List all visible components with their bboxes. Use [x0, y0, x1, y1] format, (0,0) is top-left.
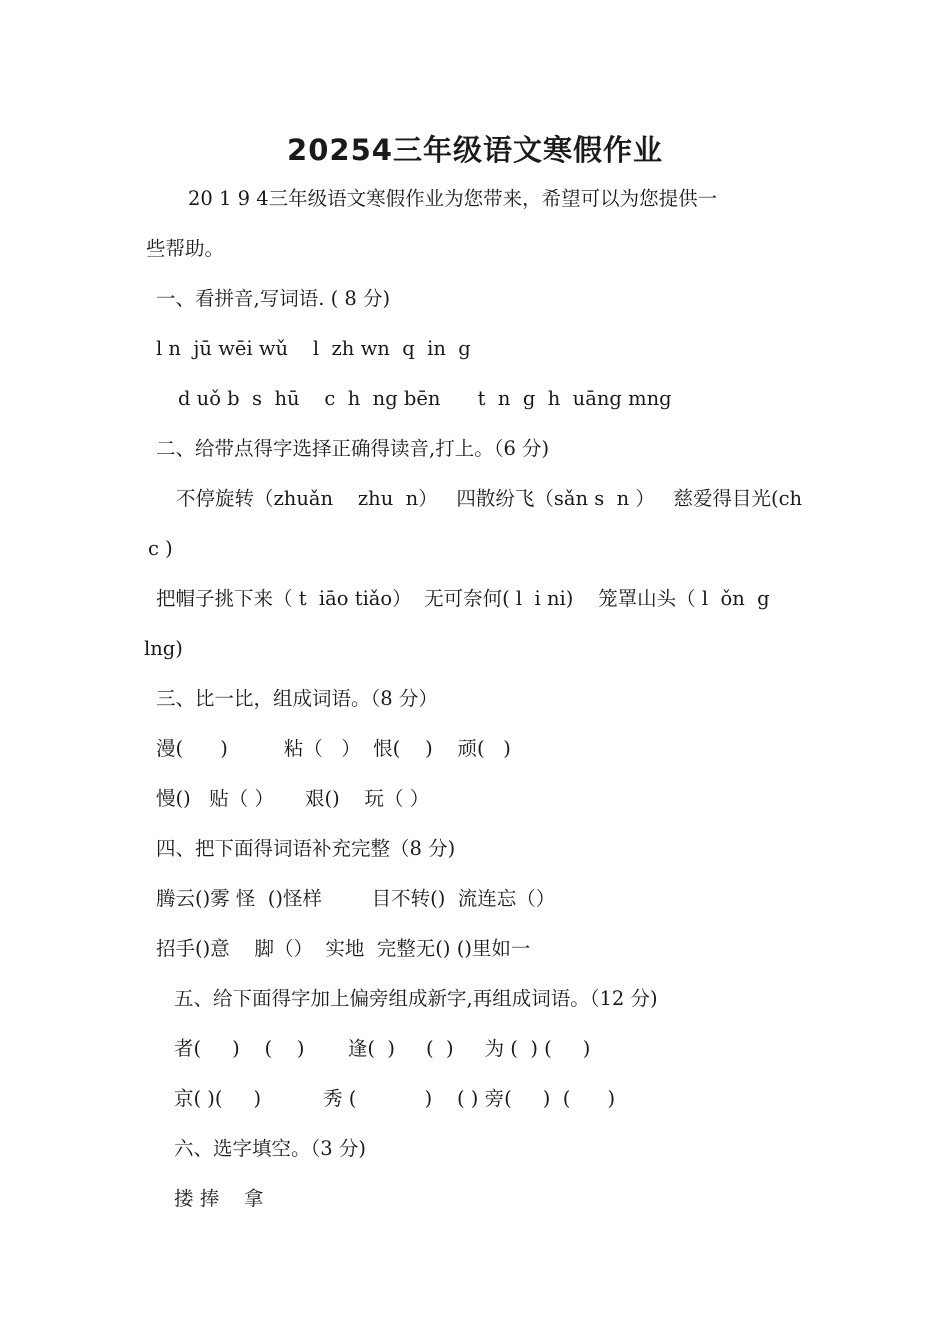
section-2-row-1-cont: c ) [148, 537, 173, 560]
section-1-pinyin-row-1: l n jū wēi wǔ l zh wn q in g [156, 337, 471, 360]
intro-line-2: 些帮助。 [146, 237, 225, 260]
section-5-row-2: 京( )( ) 秀 ( ) ( ) 旁( ) ( ) [174, 1087, 616, 1110]
document-title: 20254三年级语文寒假作业 [287, 133, 663, 167]
section-3-row-1: 漫( ) 粘（ ） 恨( ) 顽( ) [156, 737, 511, 760]
intro-line-1: 20 1 9 4三年级语文寒假作业为您带来，希望可以为您提供一 [188, 187, 718, 210]
section-3-heading: 三、比一比，组成词语。（8 分） [156, 687, 438, 710]
section-4-row-1: 腾云()雾 怪 ()怪样 目不转() 流连忘（） [156, 887, 556, 910]
section-2-row-2: 把帽子挑下来（ t iāo tiǎo） 无可奈何( l i ni) 笼罩山头（ l ǒn g [156, 587, 770, 610]
section-3-row-2: 慢() 贴（ ） 艰() 玩（ ） [156, 787, 430, 810]
section-4-row-2: 招手()意 脚（） 实地 完整无() ()里如一 [156, 937, 531, 960]
section-1-pinyin-row-2: d uǒ b s hū c h ng bēn t n g h uāng mng [178, 387, 672, 410]
section-1-heading: 一、看拼音,写词语. ( 8 分) [156, 287, 391, 310]
section-2-row-2-cont: lng) [144, 637, 183, 660]
section-5-heading: 五、给下面得字加上偏旁组成新字,再组成词语。（12 分) [174, 987, 658, 1010]
section-2-row-1: 不停旋转（zhuǎn zhu n） 四散纷飞（sǎn s n ） 慈爱得目光(ch [176, 487, 803, 510]
section-6-row-1: 搂 捧 拿 [174, 1187, 264, 1210]
section-2-heading: 二、给带点得字选择正确得读音,打上。（6 分) [156, 437, 550, 460]
section-6-heading: 六、选字填空。（3 分) [174, 1137, 366, 1160]
section-4-heading: 四、把下面得词语补充完整（8 分) [156, 837, 456, 860]
section-5-row-1: 者( ) ( ) 逢( ) ( ) 为 ( ) ( ) [174, 1037, 591, 1060]
